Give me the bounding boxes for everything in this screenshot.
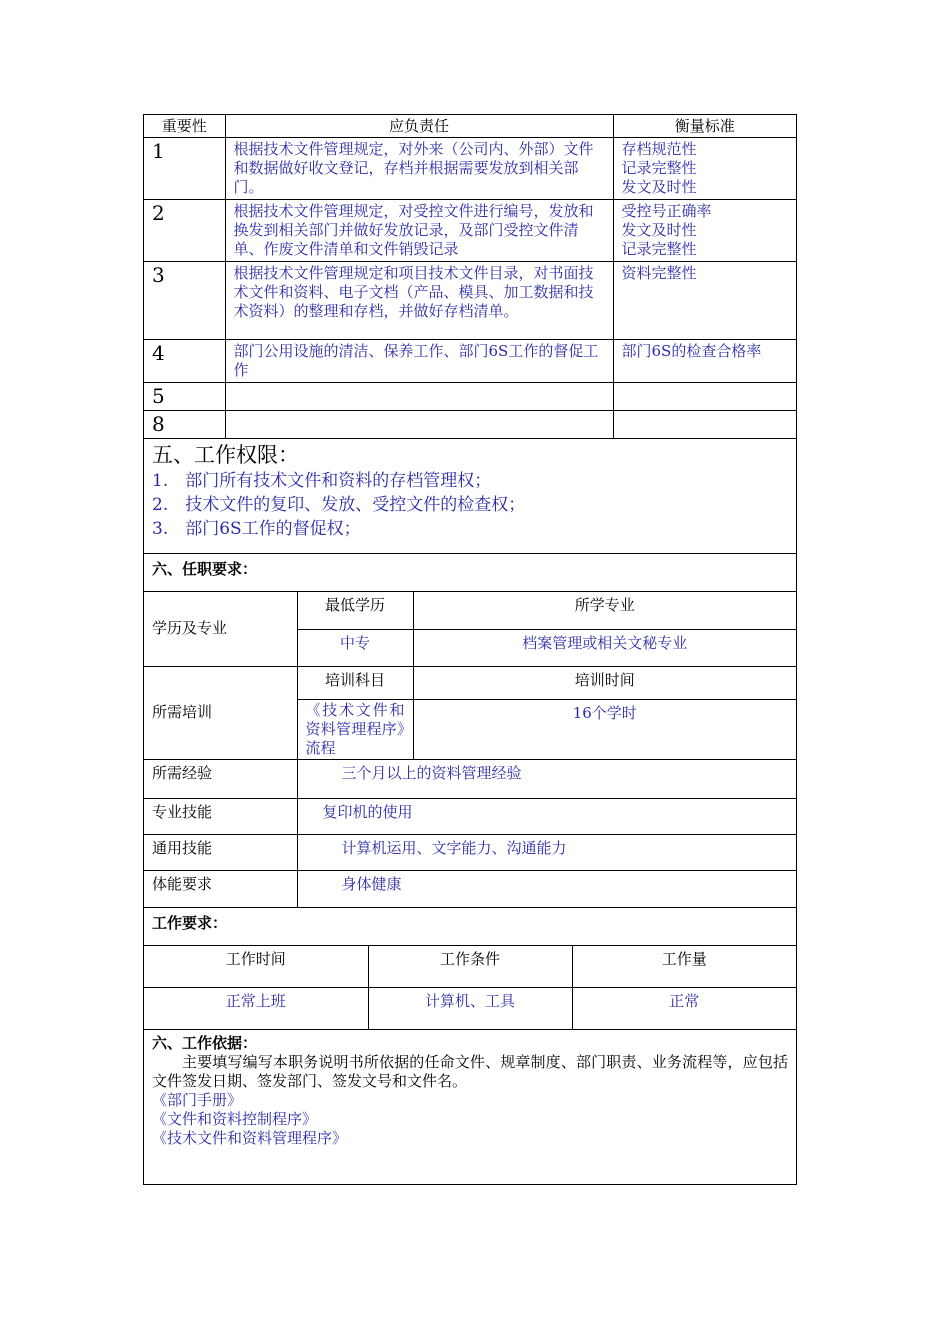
header-measure: 衡量标准 (613, 115, 796, 138)
duty-rank: 4 (144, 340, 225, 383)
general-skill-row (144, 834, 796, 870)
work-req-title: 工作要求： (144, 908, 796, 946)
work-req-header-row (144, 946, 796, 988)
duty-measure (613, 340, 796, 383)
authority-title: 五、工作权限： (152, 443, 299, 467)
physical-row (144, 870, 796, 907)
basis-description: 主要填写编写本职务说明书所依据的任命文件、规章制度、部门职责、业务流程等，应包括文件签发日期、签发部门、签发文号和文件名。 (152, 1053, 788, 1090)
measure-item: 资料完整性 (621, 264, 697, 282)
training-time-header: 培训时间 (413, 666, 796, 699)
authority-item: 1. 部门所有技术文件和资料的存档管理权； (152, 471, 492, 491)
authority-item: 3. 部门6S工作的督促权； (152, 519, 361, 539)
duty-text (225, 383, 613, 411)
duty-text: 根据技术文件管理规定，对受控文件进行编号，发放和换发到相关部门并做好发放记录，及部门受控文件清单、作废文件清单和文件销毁记录 (225, 200, 613, 262)
duty-rank: 2 (144, 200, 225, 262)
pro-skill-label: 专业技能 (144, 798, 297, 834)
major-value: 档案管理或相关文秘专业 (413, 629, 796, 666)
experience-label: 所需经验 (144, 759, 297, 798)
duty-row (144, 340, 796, 383)
duty-measure (613, 383, 796, 411)
measure-item: 记录完整性 (621, 159, 697, 177)
duty-text: 部门公用设施的清洁、保养工作、部门6S工作的督促工作 (225, 340, 613, 383)
duties-header-row (144, 115, 796, 138)
training-header-row (144, 666, 796, 699)
general-skill-value: 计算机运用、文字能力、沟通能力 (297, 834, 796, 870)
duty-rank: 3 (144, 262, 225, 340)
header-importance: 重要性 (144, 115, 225, 138)
authority-item: 2. 技术文件的复印、发放、受控文件的检查权； (152, 495, 526, 515)
work-condition-value: 计算机、工具 (368, 988, 572, 1030)
duty-row (144, 200, 796, 262)
work-condition-header: 工作条件 (368, 946, 572, 988)
training-subject-value: 《技术文件和资料管理程序》流程 (297, 699, 413, 759)
requirements-table (144, 592, 796, 908)
workload-header: 工作量 (572, 946, 796, 988)
duty-rank: 1 (144, 138, 225, 200)
duty-row (144, 262, 796, 340)
measure-item: 发文及时性 (621, 221, 697, 239)
duty-measure (613, 138, 796, 200)
requirements-title: 六、任职要求： (144, 554, 796, 592)
general-skill-label: 通用技能 (144, 834, 297, 870)
experience-value: 三个月以上的资料管理经验 (297, 759, 796, 798)
experience-row (144, 759, 796, 798)
basis-doc: 《文件和资料控制程序》 (152, 1110, 318, 1128)
pro-skill-row (144, 798, 796, 834)
training-subject-header: 培训科目 (297, 666, 413, 699)
duty-rank: 5 (144, 383, 225, 411)
pro-skill-value: 复印机的使用 (297, 798, 796, 834)
duty-measure (613, 200, 796, 262)
measure-item: 部门6S的检查合格率 (621, 342, 762, 360)
major-header: 所学专业 (413, 592, 796, 629)
measure-item: 记录完整性 (621, 240, 697, 258)
duty-text: 根据技术文件管理规定和项目技术文件目录，对书面技术文件和资料、电子文档（产品、模具、加工数据和技术资料）的整理和存档，并做好存档清单。 (225, 262, 613, 340)
physical-label: 体能要求 (144, 870, 297, 907)
work-time-value: 正常上班 (144, 988, 368, 1030)
basis-doc: 《技术文件和资料管理程序》 (152, 1129, 348, 1147)
duty-row (144, 383, 796, 411)
duty-row (144, 138, 796, 200)
duty-row (144, 411, 796, 439)
training-time-value: 16个学时 (413, 699, 796, 759)
duty-rank: 8 (144, 411, 225, 439)
work-req-table (144, 946, 796, 1031)
physical-value: 身体健康 (297, 870, 796, 907)
min-edu-header: 最低学历 (297, 592, 413, 629)
duty-measure (613, 262, 796, 340)
duties-table (144, 115, 796, 439)
authority-section (144, 439, 796, 554)
basis-doc: 《部门手册》 (152, 1091, 243, 1109)
min-edu-value: 中专 (297, 629, 413, 666)
header-duty: 应负责任 (225, 115, 613, 138)
basis-section (144, 1030, 796, 1184)
work-time-header: 工作时间 (144, 946, 368, 988)
basis-title: 六、工作依据： (152, 1034, 258, 1052)
edu-header-row (144, 592, 796, 629)
work-req-value-row (144, 988, 796, 1030)
duty-text: 根据技术文件管理规定，对外来（公司内、外部）文件和数据做好收文登记，存档并根据需要发放到相关部门。 (225, 138, 613, 200)
education-label: 学历及专业 (144, 592, 297, 666)
measure-item: 受控号正确率 (621, 202, 712, 220)
job-description-sheet (143, 114, 797, 1185)
measure-item: 发文及时性 (621, 178, 697, 196)
duty-text (225, 411, 613, 439)
workload-value: 正常 (572, 988, 796, 1030)
measure-item: 存档规范性 (621, 140, 697, 158)
training-label: 所需培训 (144, 666, 297, 759)
duty-measure (613, 411, 796, 439)
